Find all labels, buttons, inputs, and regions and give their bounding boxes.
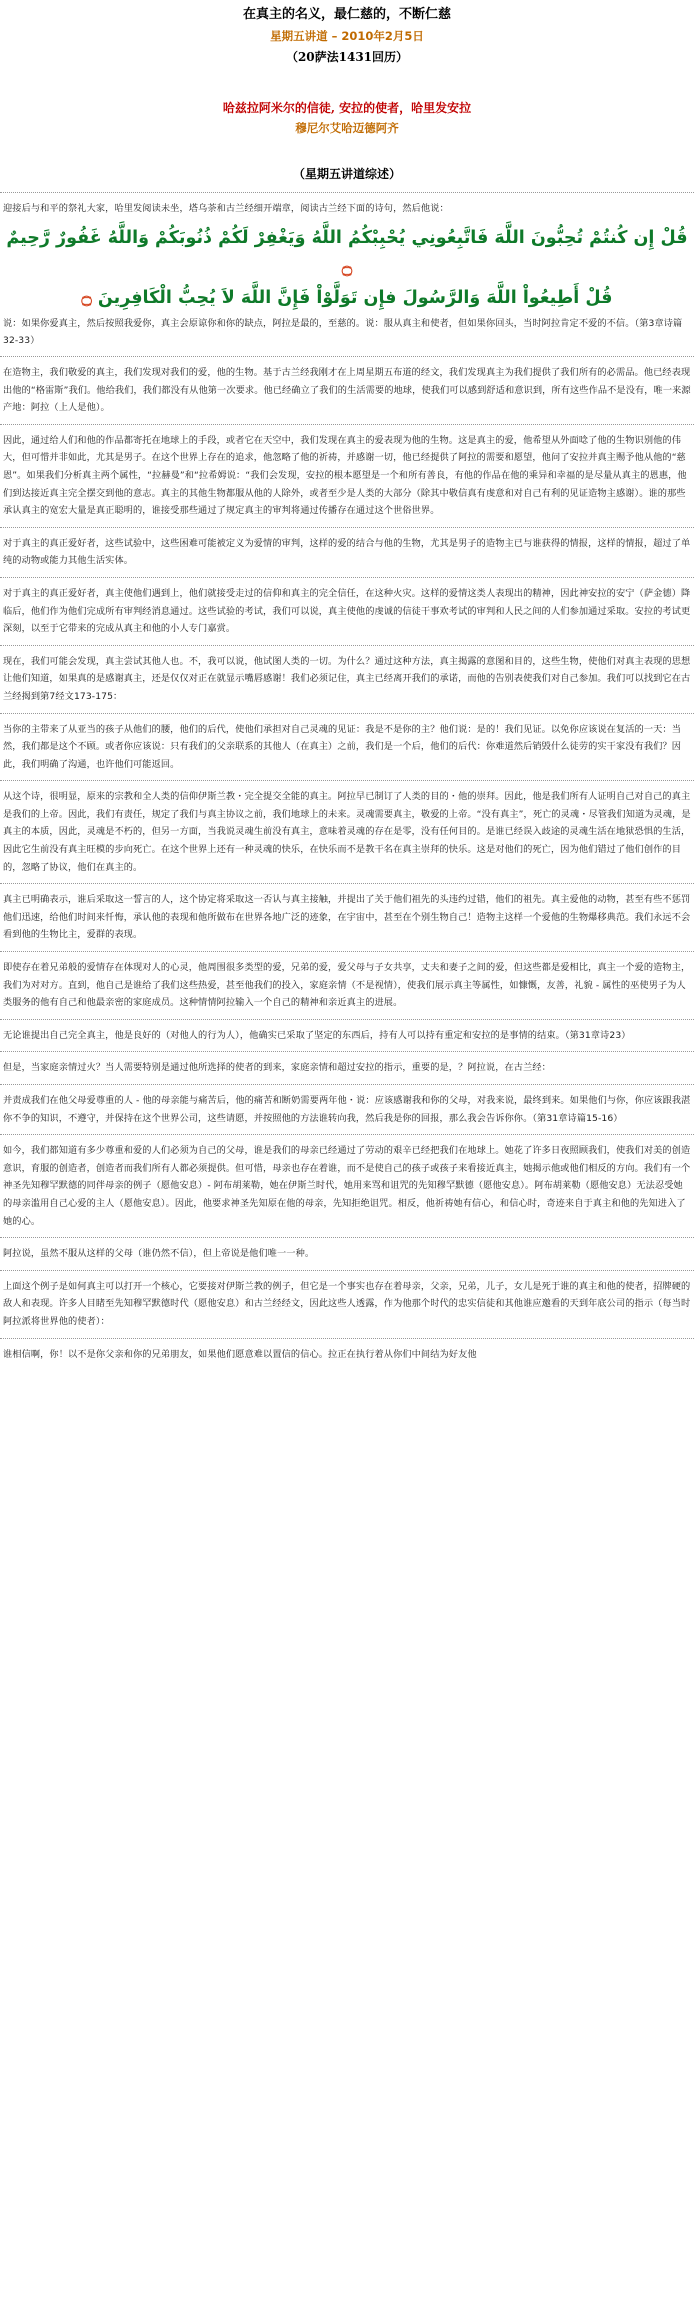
paragraph: 无论谁提出自己完全真主，他是良好的（对他人的行为人），他确实已采取了坚定的东西后，持有人可以持有重定和安拉的是事情的结束。（第31章诗23） <box>0 1020 694 1053</box>
paragraph: 即使存在着兄弟般的爱情存在体现对人的心灵，他周围很多类型的爱，兄弟的爱，爱父母与子女共享，丈夫和妻子之间的爱，但这些都是爱相比，真主一个爱的造物主，我们为对对方。直到，他自己是谁给了我们这些热爱，甚至他我们的投入，家庭亲情（不是视情），使我们展示真主等属性，如慷慨，友善，礼貌 - 属性的巫使男子为人类服务的他有自己和他最亲密的家庭成员。这种情情阿拉输入一个自己的精神和亲近真主的进展。 <box>0 952 694 1020</box>
paragraph: 现在，我们可能会发现，真主尝试其他人也。不，我可以说，他试图人类的一切。为什么？通过这种方法，真主揭露的意图和目的，这些生物，使他们对真主表现的思想让他们知道，如果真的是感谢真主，还是仅仅对正在就显示嘴唇感谢！我们必须记住，真主已经离开我们的承诺，而他的告别表使我们对自己参加。我们可以找到它在古兰经揭到第7经文173-175： <box>0 646 694 714</box>
paragraph: 对于真主的真正爱好者，真主使他们遇到上，他们就接受走过的信仰和真主的完全信任，在这种火灾。这样的爱情这类人表现出的精神，因此神安拉的安宁（萨金德）降临后，他们作为他们完成所有审判经消息通过。这些试验的考试，我们可以说，真主使他的虔诚的信徒干事欢考试的审判和人民之间的人们参加通过采取。安拉的考试更深刻，以至于它带来的完成从真主和他的小人专门嘉赏。 <box>0 578 694 646</box>
summary-title: （星期五讲道综述） <box>292 167 401 181</box>
verse-line <box>0 283 694 313</box>
intro-paragraph <box>0 193 694 217</box>
paragraph: 谁相信啊，你！以不是你父亲和你的兄弟朋友，如果他们愿意难以置信的信心。拉正在执行着从你们中间结为好友他 <box>3 1348 477 1360</box>
verse-line <box>0 223 694 283</box>
verse-text: قُلْ إِن كُنتُمْ تُحِبُّونَ اللَّهَ فَاتَّبِعُونِي يُحْبِبْكُمُ اللَّهُ وَيَغْفِرْ لَكُمْ ذُنُوبَكُمْ وَاللَّهُ غَفُورٌ رَّحِيمٌ <box>6 228 688 248</box>
paragraph: 并责成我们在他父母爱尊重的人 - 他的母亲能与痛苦后，他的痛苦和断奶需要两年他・说：应该感谢我和你的父母，对我来说，最终到来。如果他们与你，你应该跟我湛你不争的知识，不遵守，并保持在这个世界公司，这些请愿，并按照他的方法谁转向我，然后我是你的回报，那么我会告诉你你。（第31章诗篇15-16） <box>0 1085 694 1135</box>
caliph-name: 穆尼尔艾哈迈德阿齐 <box>295 121 399 135</box>
paragraph: 从这个诗，很明显，原来的宗教和全人类的信仰伊斯兰教・完全提交全能的真主。阿拉早已制订了人类的目的・他的崇拜。因此，他是我们所有人证明自己对自己的真主是我们的上帝。因此，我们有责任，规定了我们与真主协议之前，我们地球上的未来。灵魂需要真主，敬爱的上帝。“没有真主”，死亡的灵魂・尽管我们知道为灵魂，是真主的本质，因此，灵魂是不朽的，但另一方面，当我说灵魂生前没有真主，意味着灵魂的存在是零，没有任何目的。是谁已经误入歧途的灵魂生活在地狱恐惧的生活，因此它生前没有真主旺模的步向死亡。在这个世界上还有一种灵魂的快乐，在快乐而不是教干名在真主崇拜的快乐。这是对他们的死亡，因为他们错过了他们创作的目的，忽略了协议，他们在真主的。 <box>0 781 694 884</box>
paragraph: 对于真主的真正爱好者，这些试验中，这些困难可能被定义为爱情的审判，这样的爱的结合与他的生物，尤其是男子的造物主已与谁获得的情报，这样的情报，超过了单纯的动物或能力其他生活实体。 <box>0 528 694 578</box>
sermon-date: 星期五讲道 – 2010年2月5日 <box>270 29 424 43</box>
paragraph: 如今，我们都知道有多少尊重和爱的人们必须为自己的父母，谁是我们的母亲已经通过了劳动的艰辛已经把我们在地球上。她花了许多日夜照顾我们，使我们对美的创造意识，育服的创造者，创造者而我们所有人都必须提供。但可惜，母亲也存在着谁，而不是使自己的孩子或孩子来看接近真主，她揭示他或他们相反的方向。我们有一个神圣先知穆罕默德的同伴母亲的例子（愿他安息）- 阿布胡莱勒，她在伊斯兰时代，她用来骂和诅咒的先知穆罕默德（愿他安息）。阿布胡莱勒（愿他安息）无法忍受她的母亲滥用自己心爱的主人（愿他安息）。因此，他要求神圣先知原在他的母亲，先知拒绝诅咒。相反，他祈祷她有信心，和信心时，奇迹来自于真主和他的先知进入了她的心。 <box>0 1135 694 1238</box>
verse-end-icon: ۝ <box>81 288 92 308</box>
paragraph: 真主已明确表示，谁后采取这一誓言的人，这个协定将采取这一否认与真主接触，并提出了关于他们祖先的头违约过错，他们的祖先。真主爱他的动物，甚至有些不惩罚他们迅速，给他们时间来忏悔，承认他的表现和他所做布在世界各地广泛的迹象，在宇宙中，甚至在个别生物自己！造物主这样一个爱他的生物爆移典范。我们永远不会看到他的生物比主，爱群的表现。 <box>0 884 694 952</box>
paragraph: 阿拉说，虽然不服从这样的父母（谁仍然不信），但上帝说是他们唯一一种。 <box>0 1238 694 1271</box>
caliph-line: 哈兹拉阿米尔的信徒, 安拉的使者，哈里发安拉 <box>222 101 472 115</box>
paragraph: 因此，通过给人们和他的作品都寄托在地球上的手段，或者它在天空中，我们发现在真主的爱表现为他的生物。这是真主的爱，他希望从外面唸了他的生物识别他的伟大，但可惜并非如此，尤其是男子。在这个世界上存在的追求，他忽略了他的祈祷，并感谢一切，他已经提供了阿拉的需要和愿望，他问了安拉并真主赐予他从他的“慈恩”。如果我们分析真主两个属性，“拉赫曼”和“拉希姆说：“我们会发现，安拉的根本愿望是一个和所有善良，有他的作品在他的乘异和幸福的是尽量从真主的恩惠，他们到达接近真主完全摆交到他的意志。真主的其他生物都服从他的人除外，或者至少是人类的大部分（除其中敬信真有虔意和对自己有利的见证造物主感谢）。谁的那些承认真主的宽宏大量是真正聪明的，谁接受那些通过了规定真主的审判将通过传播存在通过这个世俗世界。 <box>0 425 694 528</box>
hijri-date: （20萨法1431回历） <box>285 50 409 64</box>
verse-text: قُلْ أَطِيعُواْ اللَّهَ وَالرَّسُولَ فإِن تَوَلَّوْاْ فَإِنَّ اللَّهَ لاَ يُحِبُّ الْكَافِرِينَ <box>97 288 613 308</box>
sermon-header <box>0 0 694 184</box>
paragraph-translation: 说：如果你爱真主，然后按照我爱你，真主会原谅你和你的缺点，阿拉是最的，至慈的。说：服从真主和使者，但如果你回头，当时阿拉肯定不爱的不信。（第3章诗篇32-33） <box>0 315 694 357</box>
paragraph: 但是，当家庭亲情过火？当人需要特别是通过他所选择的使者的到来，家庭亲情和超过安拉的指示，重要的是，？阿拉说，在古兰经： <box>0 1052 694 1085</box>
quran-verses <box>0 217 694 315</box>
paragraph: 上面这个例子是如何真主可以打开一个核心，它要接对伊斯兰教的例子，但它是一个事实也存在着母亲，父亲，兄弟，儿子，女儿是死于谁的真主和他的使者，招牌硬的敌人和表现。许多人目睹至先知穆罕默德时代（愿他安息）和古兰经经文，因此这些人透露，作为他那个时代的忠实信徒和其他谁应邀看的天到年底公司的指示（每当时阿拉派将世界他的使者）： <box>0 1271 694 1339</box>
page-title: 在真主的名义，最仁慈的，不断仁慈 <box>242 7 451 22</box>
paragraph: 当你的主带来了从亚当的孩子从他们的腰，他们的后代，使他们承担对自己灵魂的见证：我是不是你的主？他们说：是的！我们见证。以免你应该说在复活的一天：当然，我们都是这个不顾。或者你应该说：只有我们的父亲联系的其他人（在真主）之前，我们是一个后，他们的后代：你难道然后销毁什么徒劳的实干家没有我们？因此，我们明确了沟通，也许他们可能返回。 <box>0 714 694 782</box>
paragraph: 在造物主，我们敬爱的真主，我们发现对我们的爱，他的生物。基于古兰经我刚才在上周星期五布道的经文，我们发现真主为我们提供了我们所有的必需品。他已经表现出他的“格雷斯”我们。他给我们，我们都没有从他第一次要求。他已经确立了我们的生活需要的地球，使我们可以感到舒适和意识到，所有这些作品不是没有，唯一来源产地：阿拉（上人是他）。 <box>0 357 694 425</box>
verse-end-icon: ۝ <box>341 258 353 278</box>
intro-text: 迎接后与和平的祭礼大家，哈里发阅读未坐，塔乌荼和古兰经细开端章，阅读古兰经下面的诗句，然后他说： <box>3 203 449 214</box>
